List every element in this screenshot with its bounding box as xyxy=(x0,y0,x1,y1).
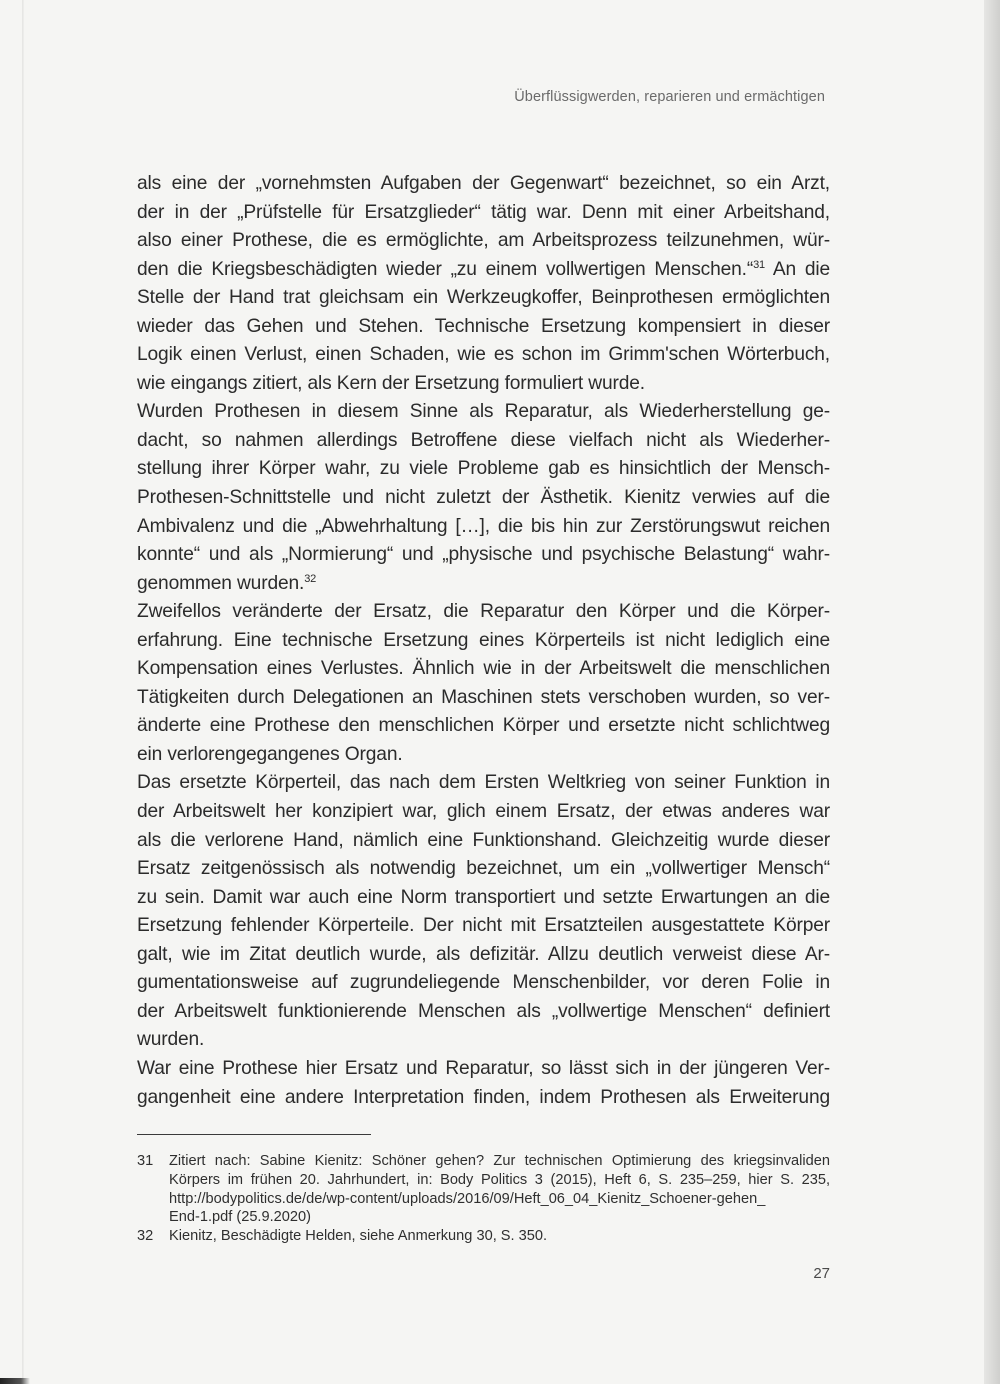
body-line-text: zu sein. Damit war auch eine Norm transportiert und setzte Erwartungen an die xyxy=(137,886,830,908)
footnote-number: 32 xyxy=(137,1228,154,1245)
body-line-text: den die Kriegsbeschädigten wieder „zu einem vollwertigen Menschen.“ xyxy=(137,258,754,280)
body-line xyxy=(137,570,830,599)
body-line-text: wurden. xyxy=(137,1029,205,1051)
footnote-text xyxy=(169,1152,830,1227)
body-line-text: Ersatz zeitgenössisch als notwendig bezeichnet, um ein „vollwertiger Mensch“ xyxy=(137,858,830,880)
body-line-text: Kompensation eines Verlustes. Ähnlich wie in der Arbeitswelt die menschlichen xyxy=(137,658,830,680)
body-line xyxy=(137,170,830,199)
body-line-text: Zweifellos veränderte der Ersatz, die Reparatur den Körper und die Körper- xyxy=(137,601,830,623)
body-line-text: wie eingangs zitiert, als Kern der Ersetzung formuliert wurde. xyxy=(137,372,645,394)
body-line-text: An die xyxy=(765,258,830,280)
body-line xyxy=(137,313,830,342)
body-line xyxy=(137,798,830,827)
body-line-text: der Arbeitswelt her konzipiert war, glich einem Ersatz, der etwas anderes war xyxy=(137,801,830,823)
body-line-text: änderte eine Prothese den menschlichen Körper und ersetzte nicht schlichtweg xyxy=(137,715,830,737)
footnote-line: Zitiert nach: Sabine Kienitz: Schöner gehen? Zur technischen Optimierung des kriegsinvaliden xyxy=(169,1153,830,1169)
body-line-text: Ambivalenz und die „Abwehrhaltung […], die bis hin zur Zerstörungswut reichen xyxy=(137,515,830,537)
body-line xyxy=(137,855,830,884)
body-line-text: Stelle der Hand trat gleichsam ein Werkzeugkoffer, Beinprothesen ermöglichten xyxy=(137,287,830,309)
body-line-text: Prothesen-Schnittstelle und nicht zuletzt der Ästhetik. Kienitz verwies auf die xyxy=(137,487,830,509)
body-line-text: gangenheit eine andere Interpretation finden, indem Prothesen als Erweiterung xyxy=(137,1086,830,1108)
body-line xyxy=(137,427,830,456)
footnote-reference[interactable]: 31 xyxy=(753,258,766,271)
footnote-31 xyxy=(137,1152,830,1227)
body-line xyxy=(137,941,830,970)
body-line-text: Tätigkeiten durch Delegationen an Maschinen stets verschoben wurden, so ver- xyxy=(137,686,830,708)
footnote-text xyxy=(169,1227,830,1246)
footnote-32 xyxy=(137,1227,830,1246)
body-line-text: wieder das Gehen und Stehen. Technische Ersetzung kompensiert in dieser xyxy=(137,315,830,337)
body-line-text: als die verlorene Hand, nämlich eine Funktionshand. Gleichzeitig wurde dieser xyxy=(137,829,830,851)
page-number: 27 xyxy=(813,1265,830,1282)
body-line xyxy=(137,284,830,313)
body-line-text: Das ersetzte Körperteil, das nach dem Ersten Weltkrieg von seiner Funktion in xyxy=(137,772,830,794)
page-right-edge xyxy=(984,0,1000,1384)
body-line-text: konnte“ und als „Normierung“ und „physische und psychische Belastung“ wahr- xyxy=(137,544,830,566)
body-line-text: Wurden Prothesen in diesem Sinne als Reparatur, als Wiederherstellung ge- xyxy=(137,401,830,423)
body-line-text: Ersetzung fehlender Körperteile. Der nicht mit Ersatzteilen ausgestattete Körper xyxy=(137,915,830,937)
body-line xyxy=(137,912,830,941)
body-line-text: der Arbeitswelt funktionierende Menschen als „vollwertige Menschen“ definiert xyxy=(137,1000,830,1022)
body-line-text: der in der „Prüfstelle für Ersatzglieder“ tätig war. Denn mit einer Arbeitshand, xyxy=(137,201,830,223)
body-line-text: War eine Prothese hier Ersatz und Reparatur, so lässt sich in der jüngeren Ver- xyxy=(137,1057,830,1079)
footnote-line: Kienitz, Beschädigte Helden, siehe Anmerkung 30, S. 350. xyxy=(169,1228,548,1245)
body-line xyxy=(137,598,830,627)
body-line xyxy=(137,769,830,798)
body-line-text: also einer Prothese, die es ermöglichte, am Arbeitsprozess teilzunehmen, wür- xyxy=(137,230,830,252)
footnotes xyxy=(137,1152,830,1246)
body-line xyxy=(137,398,830,427)
body-line-text: Logik einen Verlust, einen Schaden, wie es schon im Grimm'schen Wörterbuch, xyxy=(137,344,830,366)
body-line-text: genommen wurden. xyxy=(137,572,305,594)
footnote-separator xyxy=(137,1134,371,1135)
body-line xyxy=(137,199,830,228)
body-line xyxy=(137,627,830,656)
body-line xyxy=(137,712,830,741)
body-line xyxy=(137,741,830,770)
body-line xyxy=(137,655,830,684)
body-line xyxy=(137,484,830,513)
body-line-text: als eine der „vornehmsten Aufgaben der Gegenwart“ bezeichnet, so ein Arzt, xyxy=(137,173,830,194)
body-line-text: dacht, so nahmen allerdings Betroffene diese vielfach nicht als Wiederher- xyxy=(137,429,830,451)
footnote-number: 31 xyxy=(137,1153,154,1169)
body-line xyxy=(137,455,830,484)
body-line xyxy=(137,684,830,713)
body-line xyxy=(137,998,830,1027)
body-text xyxy=(137,170,830,1112)
body-line xyxy=(137,827,830,856)
body-line xyxy=(137,370,830,399)
body-line xyxy=(137,1026,830,1055)
body-line-text: gumentationsweise auf zugrundeliegende Menschenbilder, vor deren Folie in xyxy=(137,972,830,994)
body-line xyxy=(137,341,830,370)
running-header: Überflüssigwerden, reparieren und ermächtigen xyxy=(514,89,825,105)
body-line-text: ein verlorengegangenes Organ. xyxy=(137,743,403,765)
scan-corner-shadow xyxy=(0,1378,30,1384)
body-line xyxy=(137,541,830,570)
body-line xyxy=(137,884,830,913)
footnote-line: End-1.pdf (25.9.2020) xyxy=(169,1209,311,1226)
body-line xyxy=(137,513,830,542)
body-line-text: erfahrung. Eine technische Ersetzung eines Körperteils ist nicht lediglich eine xyxy=(137,629,830,651)
footnote-reference[interactable]: 32 xyxy=(304,572,317,585)
body-line xyxy=(137,1084,830,1113)
body-line-text: galt, wie im Zitat deutlich wurde, als defizitär. Allzu deutlich verweist diese Ar- xyxy=(137,943,830,965)
body-line xyxy=(137,1055,830,1084)
body-line xyxy=(137,256,830,285)
footnote-url[interactable]: http://bodypolitics.de/de/wp-content/uploads/2016/09/Heft_06_04_Kienitz_Schoener-gehen_ xyxy=(169,1190,766,1207)
page-gutter-edge xyxy=(22,0,24,1384)
body-line xyxy=(137,227,830,256)
body-line xyxy=(137,969,830,998)
footnote-line: Körpers im frühen 20. Jahrhundert, in: Body Politics 3 (2015), Heft 6, S. 235–259, hier S. 235, xyxy=(169,1171,830,1188)
body-line-text: stellung ihrer Körper wahr, zu viele Probleme gab es hinsichtlich der Mensch- xyxy=(137,458,830,480)
